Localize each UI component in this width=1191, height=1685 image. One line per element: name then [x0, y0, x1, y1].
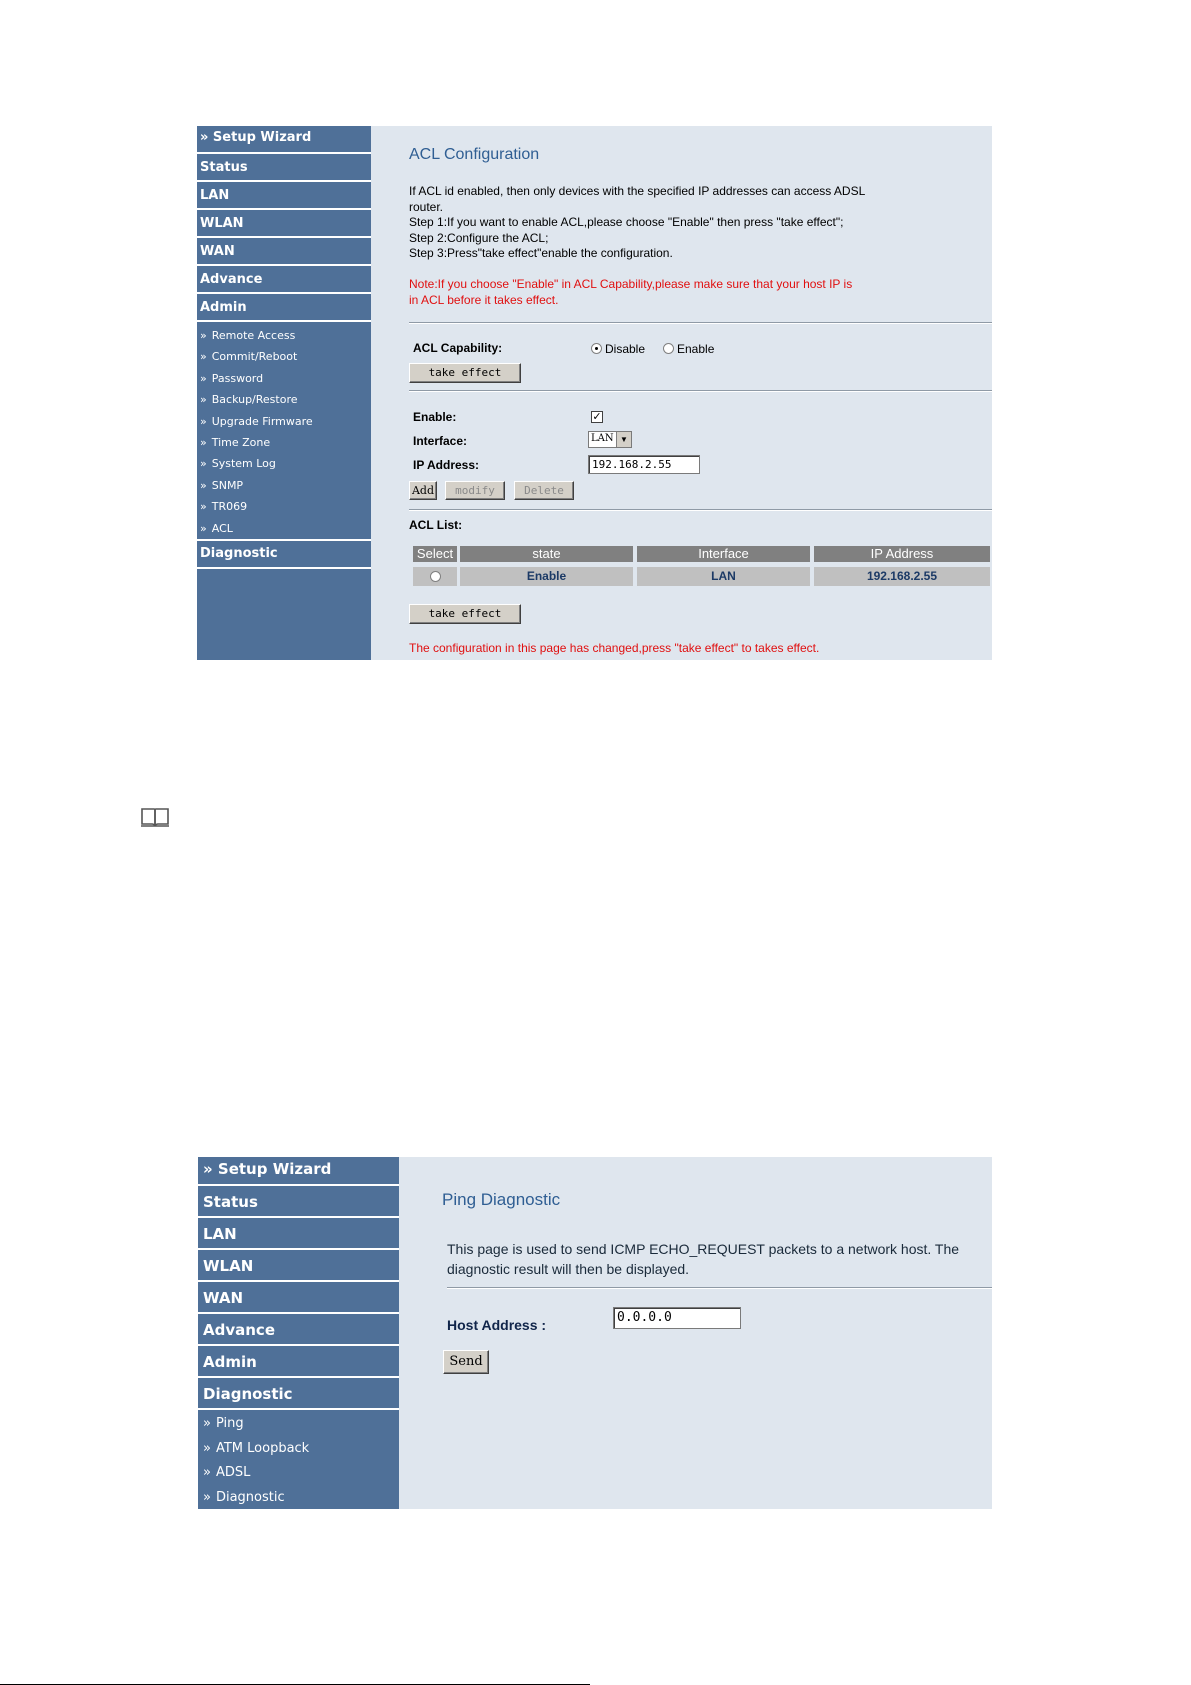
sub-commit-reboot[interactable]: » Commit/Reboot: [200, 350, 298, 364]
chevron-right-icon: »: [200, 435, 207, 449]
intro-text: If ACL id enabled, then only devices with the specified IP addresses can access ADSL router. Step 1:If you want to enable ACL,please choose "Enable" then press "take effect"; Step 2:Configure the ACL; Step 3:Press"take effect"enable the configuration.: [409, 184, 866, 260]
ping-screenshot: [198, 1157, 992, 1509]
sub-snmp[interactable]: » SNMP: [200, 478, 244, 492]
sub-upgrade-firmware[interactable]: » Upgrade Firmware: [200, 414, 313, 428]
interface-select[interactable]: LAN ▼: [588, 431, 632, 448]
chevron-right-icon: »: [200, 350, 207, 364]
table-header-interface: Interface: [637, 546, 810, 562]
enable-checkbox[interactable]: ✓: [592, 411, 602, 423]
ping-main: [399, 1157, 992, 1509]
sub-system-log[interactable]: » System Log: [200, 457, 276, 471]
divider: [409, 509, 992, 511]
acl-main: [371, 126, 992, 660]
add-button[interactable]: Add: [409, 481, 437, 500]
acl-screenshot: [197, 126, 992, 660]
modify-button[interactable]: modify: [445, 481, 505, 500]
nav-diagnostic[interactable]: Diagnostic: [198, 1378, 399, 1410]
sub-adsl[interactable]: » ADSL: [203, 1465, 251, 1480]
row-select-radio[interactable]: [430, 571, 441, 582]
delete-button[interactable]: Delete: [514, 481, 574, 500]
sub-atm-loopback[interactable]: » ATM Loopback: [203, 1440, 310, 1456]
acl-list-title: ACL List:: [409, 518, 463, 532]
send-button[interactable]: Send: [443, 1350, 489, 1374]
interface-label: Interface:: [413, 434, 468, 448]
row-state: Enable: [460, 567, 633, 586]
sub-backup-restore[interactable]: » Backup/Restore: [200, 393, 298, 407]
divider: [409, 390, 992, 392]
host-address-label: Host Address :: [447, 1317, 547, 1333]
sub-time-zone[interactable]: » Time Zone: [200, 435, 271, 449]
page-title: Ping Diagnostic: [442, 1190, 561, 1209]
chevron-right-icon: »: [200, 329, 207, 342]
nav-wan[interactable]: WAN: [197, 238, 371, 266]
ip-address-label: IP Address:: [413, 458, 480, 472]
chevron-right-icon: »: [200, 393, 207, 407]
sub-acl[interactable]: » ACL: [200, 521, 233, 535]
nav-setup-wizard[interactable]: » Setup Wizard: [197, 126, 371, 154]
chevron-right-icon: »: [200, 457, 207, 471]
nav-status[interactable]: Status: [197, 154, 371, 182]
sub-ping[interactable]: » Ping: [203, 1416, 244, 1431]
nav-wlan[interactable]: WLAN: [197, 210, 371, 238]
changed-message: The configuration in this page has changed,press "take effect" to takes effect.: [409, 641, 820, 655]
nav-admin[interactable]: Admin: [198, 1346, 399, 1378]
chevron-right-icon: »: [203, 1489, 211, 1505]
enable-label: Enable:: [413, 410, 457, 424]
sub-tr069[interactable]: » TR069: [200, 500, 248, 514]
ip-address-input[interactable]: 192.168.2.55: [588, 455, 700, 474]
table-header-select: Select: [413, 546, 457, 562]
page-title: ACL Configuration: [409, 146, 540, 163]
note-text: Note:If you choose "Enable" in ACL Capability,please make sure that your host IP is in ACL before it takes effect.: [409, 277, 853, 307]
diagnostic-submenu: [198, 1410, 399, 1509]
acl-capability-label: ACL Capability:: [413, 341, 503, 355]
radio-disable-label: Disable: [605, 342, 646, 356]
ping-sidebar: [198, 1157, 399, 1509]
chevron-right-icon: »: [200, 478, 207, 492]
acl-sidebar: [197, 126, 371, 660]
take-effect-button-top[interactable]: take effect: [409, 363, 521, 383]
divider: [409, 322, 992, 324]
nav-lan[interactable]: LAN: [197, 182, 371, 210]
nav-status[interactable]: Status: [198, 1186, 399, 1218]
sub-remote-access[interactable]: » Remote Access: [200, 329, 296, 342]
nav-diagnostic[interactable]: Diagnostic: [197, 539, 371, 569]
nav-wlan[interactable]: WLAN: [198, 1250, 399, 1282]
nav-admin[interactable]: Admin: [197, 294, 371, 322]
chevron-right-icon: »: [200, 500, 207, 514]
sub-diagnostic[interactable]: » Diagnostic: [203, 1489, 285, 1505]
nav-setup-wizard[interactable]: » Setup Wizard: [198, 1157, 399, 1186]
nav-lan[interactable]: LAN: [198, 1218, 399, 1250]
row-ip: 192.168.2.55: [814, 567, 990, 586]
chevron-right-icon: »: [203, 1440, 211, 1456]
nav-advance[interactable]: Advance: [198, 1314, 399, 1346]
intro-text: This page is used to send ICMP ECHO_REQUEST packets to a network host. The diagnostic result will then be displayed.: [447, 1241, 960, 1277]
row-select-cell: [413, 567, 457, 586]
admin-submenu: [197, 322, 371, 539]
table-header-ip: IP Address: [814, 546, 990, 562]
sub-password[interactable]: » Password: [200, 371, 264, 385]
nav-advance[interactable]: Advance: [197, 266, 371, 294]
chevron-right-icon: »: [203, 1416, 211, 1431]
radio-enable[interactable]: [663, 343, 674, 354]
chevron-right-icon: »: [200, 521, 207, 535]
book-icon: [140, 806, 170, 828]
take-effect-button-bottom[interactable]: take effect: [409, 604, 521, 624]
host-address-input[interactable]: 0.0.0.0: [613, 1307, 741, 1329]
divider: [447, 1287, 992, 1289]
chevron-right-icon: »: [203, 1465, 211, 1480]
row-interface: LAN: [637, 567, 810, 586]
nav-wan[interactable]: WAN: [198, 1282, 399, 1314]
chevron-right-icon: »: [200, 414, 207, 428]
table-header-state: state: [460, 546, 633, 562]
radio-enable-label: Enable: [677, 342, 715, 356]
chevron-down-icon[interactable]: ▼: [616, 432, 631, 447]
chevron-right-icon: »: [200, 371, 207, 385]
radio-disable[interactable]: [591, 343, 602, 354]
